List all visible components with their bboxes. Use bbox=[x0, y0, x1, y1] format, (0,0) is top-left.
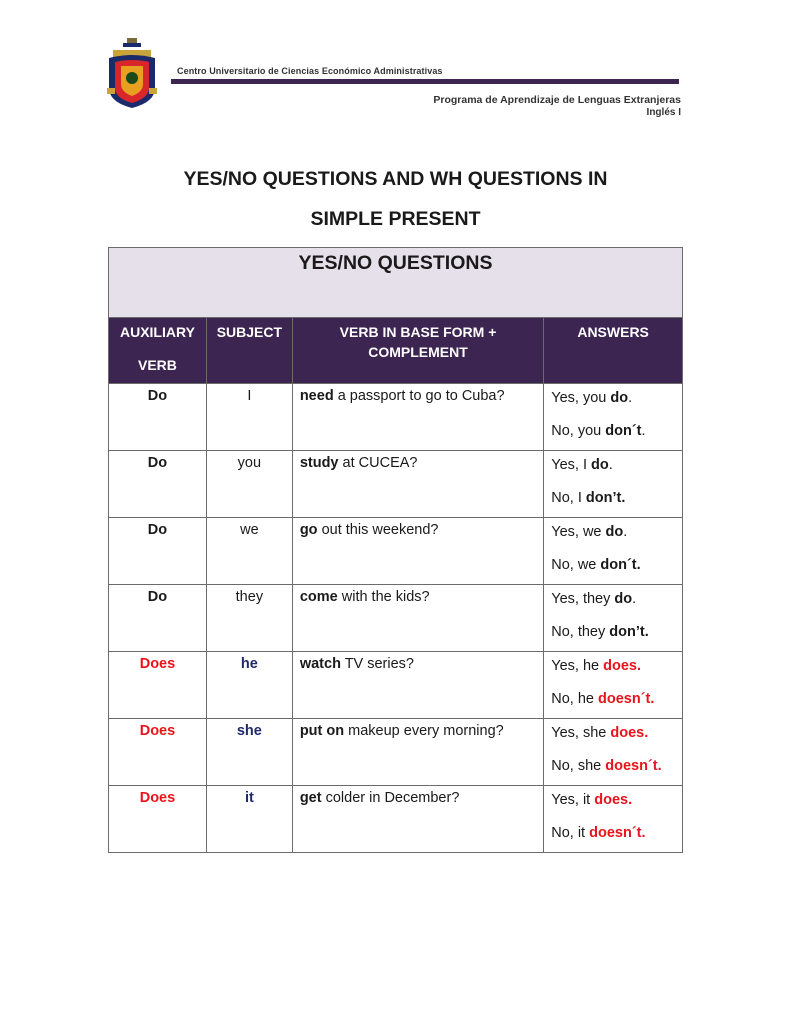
table-row bbox=[109, 384, 683, 451]
yes-auxiliary: do bbox=[610, 390, 629, 406]
header-verb-line1: VERB IN BASE FORM + bbox=[339, 324, 497, 340]
yes-auxiliary: do bbox=[591, 457, 609, 473]
subject-cell: you bbox=[206, 451, 292, 518]
table-row bbox=[109, 585, 683, 652]
yes-answer bbox=[551, 524, 627, 540]
verb-cell bbox=[292, 518, 543, 585]
verb-cell bbox=[292, 451, 543, 518]
no-auxiliary: doesn´t. bbox=[589, 825, 646, 841]
no-prefix: No, it bbox=[551, 825, 590, 841]
program-name: Programa de Aprendizaje de Lenguas Extranjeras bbox=[433, 94, 681, 106]
auxiliary-cell: Does bbox=[109, 652, 207, 719]
answers-cell bbox=[544, 384, 683, 451]
no-auxiliary: don’t. bbox=[609, 624, 649, 640]
subject-cell: he bbox=[206, 652, 292, 719]
header-verb-line2: COMPLEMENT bbox=[368, 344, 468, 360]
no-answer bbox=[551, 488, 682, 508]
verb-word: watch bbox=[299, 656, 341, 672]
no-auxiliary: don´t. bbox=[600, 557, 641, 573]
auxiliary-cell: Does bbox=[109, 719, 207, 786]
yes-auxiliary: does. bbox=[603, 658, 641, 674]
no-prefix: No, you bbox=[551, 423, 606, 439]
table-row bbox=[109, 719, 683, 786]
table-row bbox=[109, 518, 683, 585]
header-subject: SUBJECT bbox=[206, 318, 292, 384]
verb-cell bbox=[292, 786, 543, 853]
answers-cell bbox=[544, 451, 683, 518]
yes-prefix: Yes, I bbox=[551, 457, 592, 473]
no-auxiliary: doesn´t. bbox=[597, 691, 655, 707]
answers-cell bbox=[544, 786, 683, 853]
verb-word: need bbox=[299, 388, 334, 404]
verb-cell bbox=[292, 384, 543, 451]
yes-prefix: Yes, it bbox=[551, 792, 595, 808]
yes-prefix: Yes, she bbox=[551, 725, 611, 741]
yes-prefix: Yes, they bbox=[551, 591, 615, 607]
table-row bbox=[109, 451, 683, 518]
verb-cell bbox=[292, 652, 543, 719]
header-verb-label: VERB bbox=[138, 357, 177, 373]
answers-cell bbox=[544, 652, 683, 719]
complement-text: at CUCEA? bbox=[338, 455, 418, 471]
course-level: Inglés I bbox=[646, 107, 681, 118]
verb-word: put on bbox=[299, 723, 345, 739]
table-header-row bbox=[109, 318, 683, 384]
header-verb-base-form bbox=[292, 318, 543, 384]
no-prefix: No, we bbox=[551, 557, 601, 573]
header-auxiliary-label: AUXILIARY bbox=[119, 324, 195, 340]
yes-auxiliary: does. bbox=[610, 725, 649, 741]
complement-text: TV series? bbox=[340, 656, 414, 672]
subject-cell: she bbox=[206, 719, 292, 786]
yes-answer bbox=[551, 658, 641, 674]
yes-answer bbox=[551, 457, 613, 473]
yes-ending: . bbox=[608, 457, 613, 473]
complement-text: with the kids? bbox=[337, 589, 430, 605]
verb-cell bbox=[292, 585, 543, 652]
no-prefix: No, she bbox=[551, 758, 606, 774]
yes-answer bbox=[551, 390, 632, 406]
no-answer bbox=[551, 689, 682, 709]
answers-cell bbox=[544, 518, 683, 585]
auxiliary-cell: Do bbox=[109, 585, 207, 652]
auxiliary-cell: Does bbox=[109, 786, 207, 853]
verb-word: get bbox=[299, 790, 322, 806]
answers-cell bbox=[544, 585, 683, 652]
subject-cell: we bbox=[206, 518, 292, 585]
yes-prefix: Yes, you bbox=[551, 390, 611, 406]
subject-cell: they bbox=[206, 585, 292, 652]
page-header bbox=[0, 0, 791, 130]
header-answers: ANSWERS bbox=[544, 318, 683, 384]
no-auxiliary: don’t. bbox=[585, 490, 626, 506]
no-answer bbox=[551, 823, 682, 843]
yes-ending: . bbox=[623, 524, 628, 540]
yes-answer bbox=[551, 792, 632, 808]
table-row bbox=[109, 786, 683, 853]
no-answer bbox=[551, 421, 682, 441]
table-row bbox=[109, 652, 683, 719]
university-crest-icon bbox=[107, 38, 157, 110]
yes-ending: . bbox=[628, 390, 633, 406]
yes-no-questions-table bbox=[108, 247, 683, 853]
table-title: YES/NO QUESTIONS bbox=[109, 248, 683, 318]
no-answer bbox=[551, 622, 682, 642]
page-title-line1: YES/NO QUESTIONS AND WH QUESTIONS IN bbox=[183, 168, 608, 190]
header-divider bbox=[171, 79, 679, 84]
verb-cell bbox=[292, 719, 543, 786]
yes-answer bbox=[551, 591, 636, 607]
complement-text: out this weekend? bbox=[317, 522, 439, 538]
answers-cell bbox=[544, 719, 683, 786]
yes-prefix: Yes, he bbox=[551, 658, 604, 674]
auxiliary-cell: Do bbox=[109, 384, 207, 451]
complement-text: colder in December? bbox=[321, 790, 460, 806]
page-title-line2: SIMPLE PRESENT bbox=[310, 208, 481, 230]
no-answer bbox=[551, 756, 682, 776]
yes-answer bbox=[551, 725, 648, 741]
auxiliary-cell: Do bbox=[109, 451, 207, 518]
no-answer bbox=[551, 555, 682, 575]
no-prefix: No, they bbox=[551, 624, 610, 640]
no-auxiliary: doesn´t. bbox=[605, 758, 662, 774]
subject-cell: I bbox=[206, 384, 292, 451]
no-prefix: No, I bbox=[551, 490, 586, 506]
verb-word: study bbox=[299, 455, 339, 471]
complement-text: makeup every morning? bbox=[344, 723, 504, 739]
yes-prefix: Yes, we bbox=[551, 524, 606, 540]
organization-name: Centro Universitario de Ciencias Económico Administrativas bbox=[177, 66, 443, 76]
complement-text: a passport to go to Cuba? bbox=[333, 388, 505, 404]
yes-ending: . bbox=[632, 591, 637, 607]
header-auxiliary-verb bbox=[109, 318, 207, 384]
no-ending: . bbox=[641, 423, 646, 439]
yes-auxiliary: do bbox=[614, 591, 633, 607]
no-prefix: No, he bbox=[551, 691, 598, 707]
subject-cell: it bbox=[206, 786, 292, 853]
auxiliary-cell: Do bbox=[109, 518, 207, 585]
yes-auxiliary: do bbox=[605, 524, 624, 540]
verb-word: come bbox=[299, 589, 338, 605]
verb-word: go bbox=[299, 522, 318, 538]
yes-auxiliary: does. bbox=[594, 792, 633, 808]
no-auxiliary: don´t bbox=[605, 423, 642, 439]
